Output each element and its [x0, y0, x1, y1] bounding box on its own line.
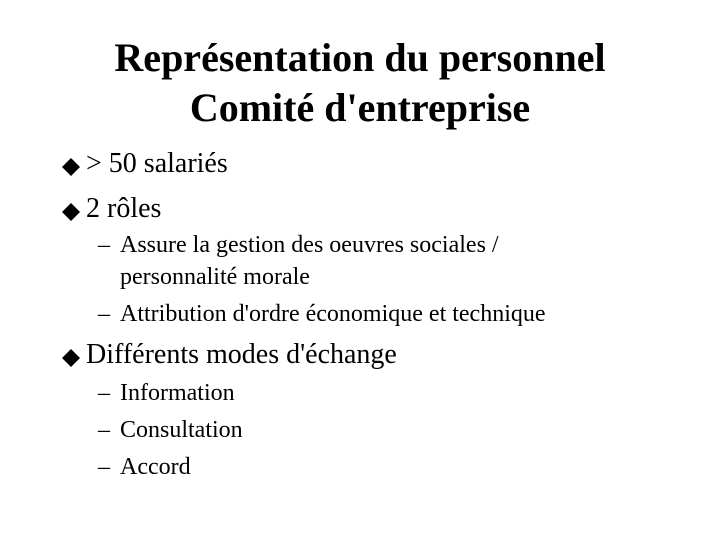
sub-item-text: Assure la gestion des oeuvres sociales / — [120, 232, 499, 258]
dash-bullet: – — [98, 417, 110, 443]
diamond-bullet-icon — [62, 203, 80, 221]
bullet-text: Différents modes d'échange — [86, 339, 397, 370]
diamond-bullet-icon — [62, 158, 80, 176]
title-line-2: Comité d'entreprise — [189, 85, 531, 130]
slide-title — [0, 33, 720, 133]
bullet-text: 2 rôles — [86, 193, 162, 224]
sub-item-text: Accord — [120, 454, 191, 480]
sub-item-text: Information — [120, 380, 235, 406]
dash-bullet: – — [98, 454, 110, 480]
sub-item-text: Attribution d'ordre économique et technique — [120, 301, 546, 327]
dash-bullet: – — [98, 380, 110, 406]
dash-bullet: – — [98, 232, 110, 258]
sub-item-text-continuation: personnalité morale — [120, 264, 310, 290]
diamond-bullet-icon — [62, 349, 80, 367]
sub-item-text: Consultation — [120, 417, 243, 443]
dash-bullet: – — [98, 301, 110, 327]
bullet-text: > 50 salariés — [86, 148, 228, 179]
title-line-1: Représentation du personnel — [114, 35, 606, 80]
